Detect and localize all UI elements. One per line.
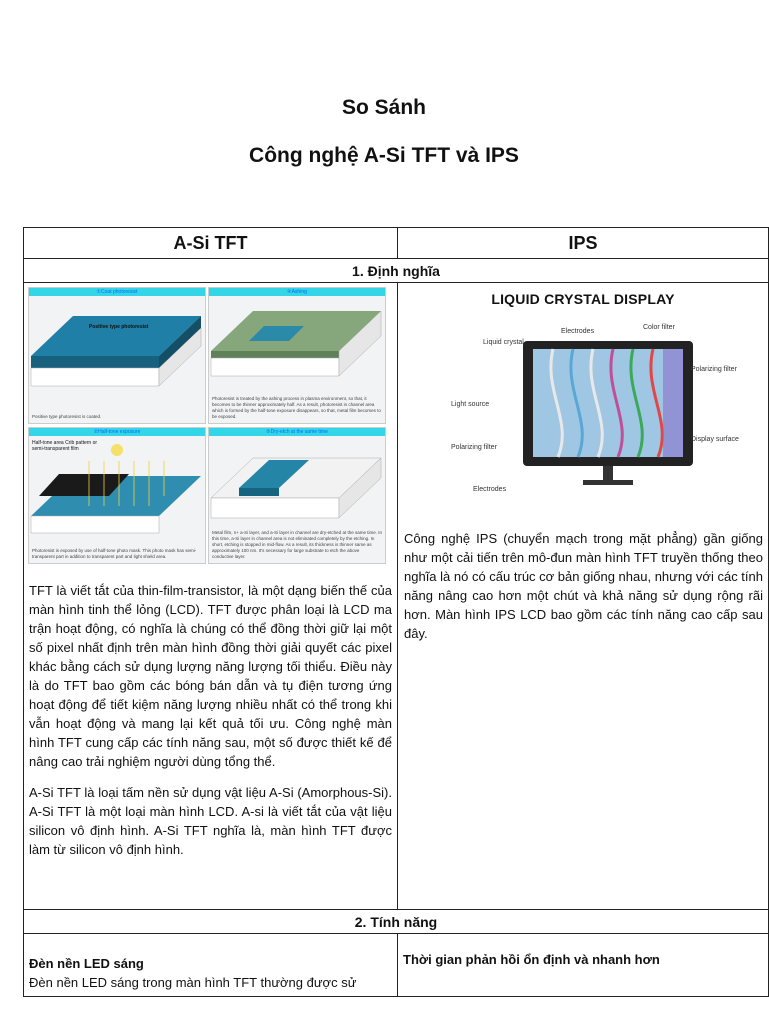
section-row-definition xyxy=(24,259,769,283)
ips-features-cell xyxy=(398,934,769,997)
panel-caption: Positive type photoresist is coated. xyxy=(32,414,102,419)
asi-tft-features-cell xyxy=(24,934,398,997)
ips-definition-paragraph: Công nghệ IPS (chuyển mạch trong mặt phẳng) gần giống như một cải tiến trên mô-đun màn hình TFT truyền thống theo nghĩa là nó có cấu trúc cơ bản giống nhau, nhưng với các tính năng nâng cao hơn một chút và khả năng sử dụng rộng rãi hơn. Màn hình IPS LCD bao gồm các tính năng cao cấp sau đây. xyxy=(404,531,763,641)
lcd-label-electrodes-bottom: Electrodes xyxy=(473,486,507,493)
lcd-monitor-illustration xyxy=(443,311,739,496)
tft-definition-paragraph: TFT là viết tắt của thin-film-transistor, là một dạng biến thế của màn hình tinh thể lỏng (LCD). TFT được phân loại là LCD ma trận hoạt động, có nghĩa là chúng có thể đồng thời giữ lại một số pixel nhất định trên màn hình đồng thời giải quyết các pixel khác bằng cách sử dụng lượng năng lượng tối thiểu. Điều này là do TFT bao gồm các bóng bán dẫn và tụ điện tương ứng hoạt động để tiết kiệm năng lượng nhiều nhất có thể trong khi vẫn hoạt động và mang lại kết quả tối ưu. Công nghệ màn hình TFT cung cấp các tính năng sau, một số được thiết kế để nâng cao trải nghiệm người dùng tổng thể. xyxy=(29,583,392,769)
figure-panel-ashing xyxy=(208,287,386,424)
ips-definition-cell xyxy=(398,283,769,910)
panel-title: ⑤Dry-etch at the same time xyxy=(209,428,385,436)
definition-row xyxy=(24,283,769,910)
panel-title: ④Ashing xyxy=(209,288,385,296)
document-title: So Sánh xyxy=(341,96,426,119)
lcd-figure-title: LIQUID CRYSTAL DISPLAY xyxy=(491,291,675,307)
ashing-illustration xyxy=(209,296,385,381)
lcd-label-electrodes-top: Electrodes xyxy=(561,328,595,335)
feature-text-led-backlight: Đèn nền LED sáng trong màn hình TFT thường được sử xyxy=(29,975,357,990)
figure-panel-dryetch xyxy=(208,427,386,564)
section-heading-features: 2. Tính năng xyxy=(24,910,769,934)
panel-label: Positive type photoresist xyxy=(89,324,149,330)
lcd-label-polarizing-filter-right: Polarizing filter xyxy=(691,366,737,373)
lcd-label-color-filter: Color filter xyxy=(643,324,675,331)
panel-label: Half-tone area Crib pattern or semi-transparent film xyxy=(32,440,98,452)
feature-title-led-backlight: Đèn nền LED sáng xyxy=(29,956,144,971)
lcd-label-polarizing-filter-left: Polarizing filter xyxy=(451,444,497,451)
comparison-table xyxy=(23,227,769,997)
lcd-label-liquid-crystal: Liquid crystal xyxy=(483,339,524,346)
asi-tft-definition-paragraph: A-Si TFT là loại tấm nền sử dụng vật liệu A-Si (Amorphous-Si). A-Si TFT là một loại màn hình LCD. A-si là viết tắt của vật liệu silicon vô định hình. A-Si TFT nghĩa là, màn hình TFT được làm từ silicon vô định hình. xyxy=(29,785,392,857)
features-row xyxy=(24,934,769,997)
panel-caption: Metal film, n+ a-Si layer, and a-Si layer in channel are dry-etched at the same time. In this time, a-Si layer in channel area is not eliminated completely by the etching. In short, etching is stopped in mid-flow. As a result, its thickness is thinner same as approximately 100 nm. It's necessary for large substrate to etch the above conductive layer. xyxy=(212,530,382,559)
lcd-label-display-surface: Display surface xyxy=(691,436,739,443)
dryetch-illustration xyxy=(209,436,385,526)
tft-process-figure xyxy=(28,287,386,567)
section-heading-definition: 1. Định nghĩa xyxy=(24,259,769,283)
panel-title: ①Coat photoresist xyxy=(29,288,205,296)
header-row xyxy=(24,228,769,259)
section-row-features xyxy=(24,910,769,934)
document-subtitle: Công nghệ A-Si TFT và IPS xyxy=(249,144,519,167)
panel-caption: Photoresist is exposed by use of half-tone photo mask. This photo mask has semi-transparent part in addition to transparent part and light shield area. xyxy=(32,548,197,559)
lcd-label-light-source: Light source xyxy=(451,401,490,408)
col-header-ips: IPS xyxy=(398,228,769,259)
layer-stack-illustration xyxy=(29,296,205,391)
asi-tft-definition-cell xyxy=(24,283,398,910)
panel-title: ②Half-tone exposure xyxy=(29,428,205,436)
feature-title-response-time: Thời gian phản hồi ổn định và nhanh hơn xyxy=(403,952,660,967)
figure-panel-coat xyxy=(28,287,206,424)
figure-panel-halftone xyxy=(28,427,206,564)
panel-caption: Photoresist is treated by the ashing process in plasma environment, so that, it becomes to be thinner approximately half. As a result, photoresist in channel area which is formed by the half-tone exposure disappears, so that, metal film becomes to be exposed. xyxy=(212,396,381,419)
lcd-figure xyxy=(398,283,768,501)
col-header-asi-tft: A-Si TFT xyxy=(24,228,398,259)
